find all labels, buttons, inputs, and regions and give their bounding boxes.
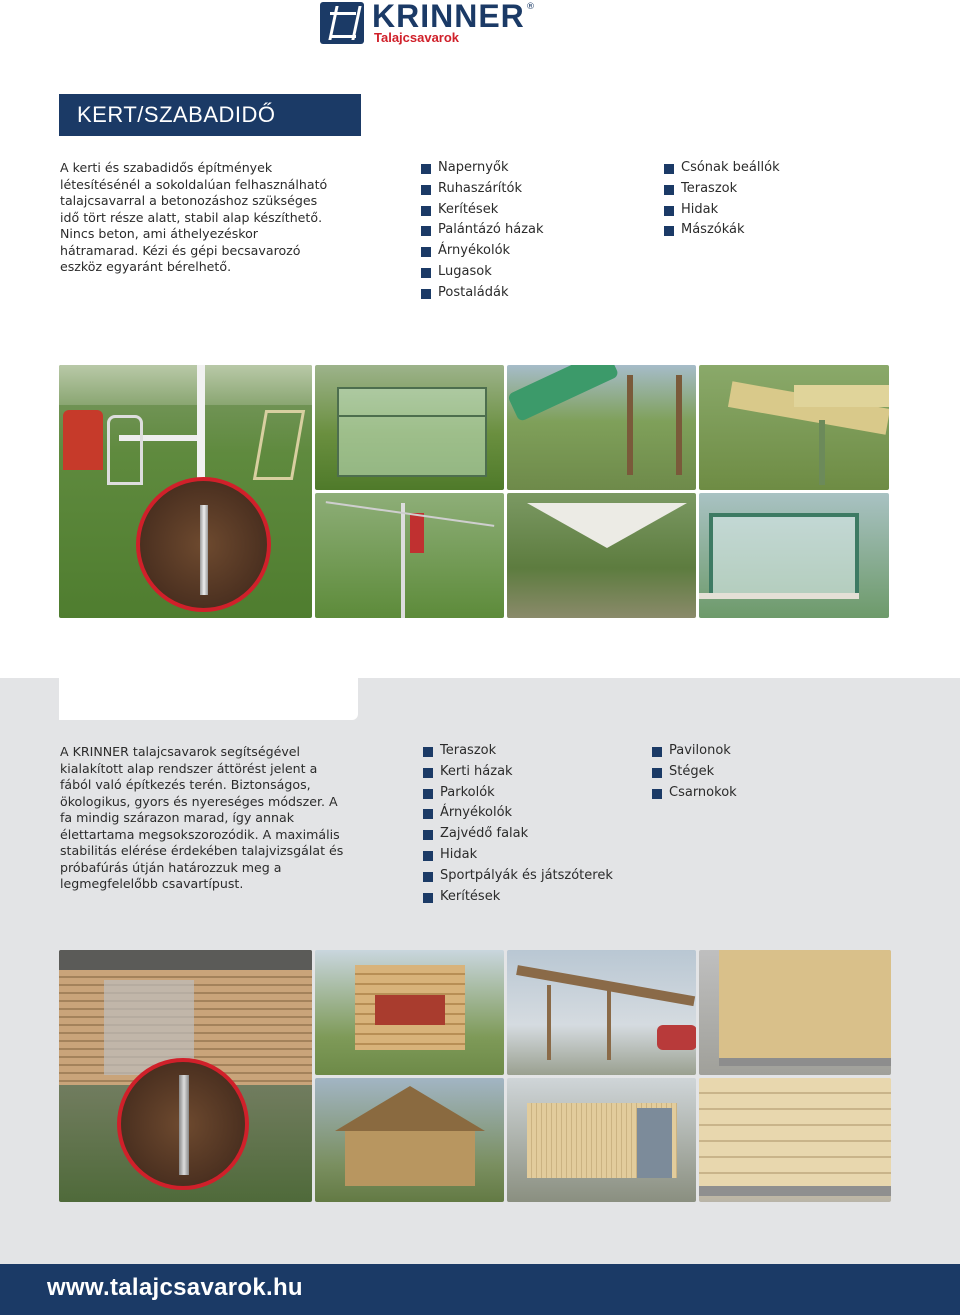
krinner-logo	[320, 2, 540, 46]
list-item: Árnyékolók	[423, 803, 613, 824]
list-item: Csarnokok	[652, 783, 737, 804]
photo-wooden-house-screw	[59, 950, 312, 1202]
list-item: Parkolók	[423, 783, 613, 804]
photo-parasol-garden	[59, 365, 312, 618]
logo-subtitle: Talajcsavarok	[374, 30, 460, 45]
list-item: Teraszok	[664, 179, 780, 200]
list-item: Hidak	[664, 200, 780, 221]
list-item: Csónak beállók	[664, 158, 780, 179]
list-item: Palántázó házak	[421, 220, 544, 241]
photo-playground-slide	[507, 365, 696, 490]
list-item: Hidak	[423, 845, 613, 866]
section2-title-tab	[59, 678, 358, 720]
list-item: Zajvédő falak	[423, 824, 613, 845]
section1-paragraph: A kerti és szabadidős építmények létesítésénél a sokoldalúan felhasználható talajcsavarral a betonozáshoz szükséges idő tört része alatt, stabil alap készíthető. Nincs beton, ami áthelyezéskor hátramarad. Kézi és gépi becsavarozó eszköz egyaránt bérelhető.	[60, 160, 328, 274]
list-item: Kerítések	[421, 200, 544, 221]
list-item: Árnyékolók	[421, 241, 544, 262]
photo-prefab-panels	[699, 950, 891, 1075]
website-link[interactable]: www.talajcsavarok.hu	[47, 1274, 303, 1301]
photo-log-cabin	[315, 950, 504, 1075]
section-title-garden: KERT/SZABADIDŐ	[59, 94, 361, 136]
list-item: Kerítések	[423, 887, 613, 908]
list-item: Teraszok	[423, 741, 613, 762]
photo-boathouse	[699, 493, 889, 618]
list-item: Napernyők	[421, 158, 544, 179]
list-item: Stégek	[652, 762, 737, 783]
photo-pavilion	[315, 1078, 504, 1202]
list-item: Kerti házak	[423, 762, 613, 783]
logo-registered: ®	[526, 2, 535, 12]
krinner-logo-icon	[320, 2, 364, 44]
section2-list-b	[652, 741, 737, 803]
section1-list-b	[664, 158, 780, 241]
photo-greenhouse	[315, 365, 504, 490]
section2-list-a	[423, 741, 613, 907]
footer-bar	[0, 1264, 960, 1315]
section1-list-a	[421, 158, 544, 304]
list-item: Ruhaszárítók	[421, 179, 544, 200]
photo-log-corner	[699, 1078, 891, 1202]
logo-brand: KRINNER	[372, 0, 525, 34]
photo-wooden-cabin	[507, 1078, 696, 1202]
list-item: Mászókák	[664, 220, 780, 241]
list-item: Lugasok	[421, 262, 544, 283]
list-item: Sportpályák és játszóterek	[423, 866, 613, 887]
photo-clothes-dryer	[315, 493, 504, 618]
photo-fence	[699, 365, 889, 490]
section2-paragraph: A KRINNER talajcsavarok segítségével kialakított alap rendszer áttörést jelent a fából való építkezés terén. Biztonságos, ökologikus, gyors és nyereséges módszer. A fa mindig szárazon marad, így annak élettartama megsokszorozódik. A maximális stabilitás elérése érdekében talajvizsgálat és próbafúrás útján határozzuk meg a legmegfelelőbb csavartípust.	[60, 744, 344, 891]
photo-carport	[507, 950, 696, 1075]
list-item: Postaládák	[421, 283, 544, 304]
list-item: Pavilonok	[652, 741, 737, 762]
photo-shade-sail	[507, 493, 696, 618]
